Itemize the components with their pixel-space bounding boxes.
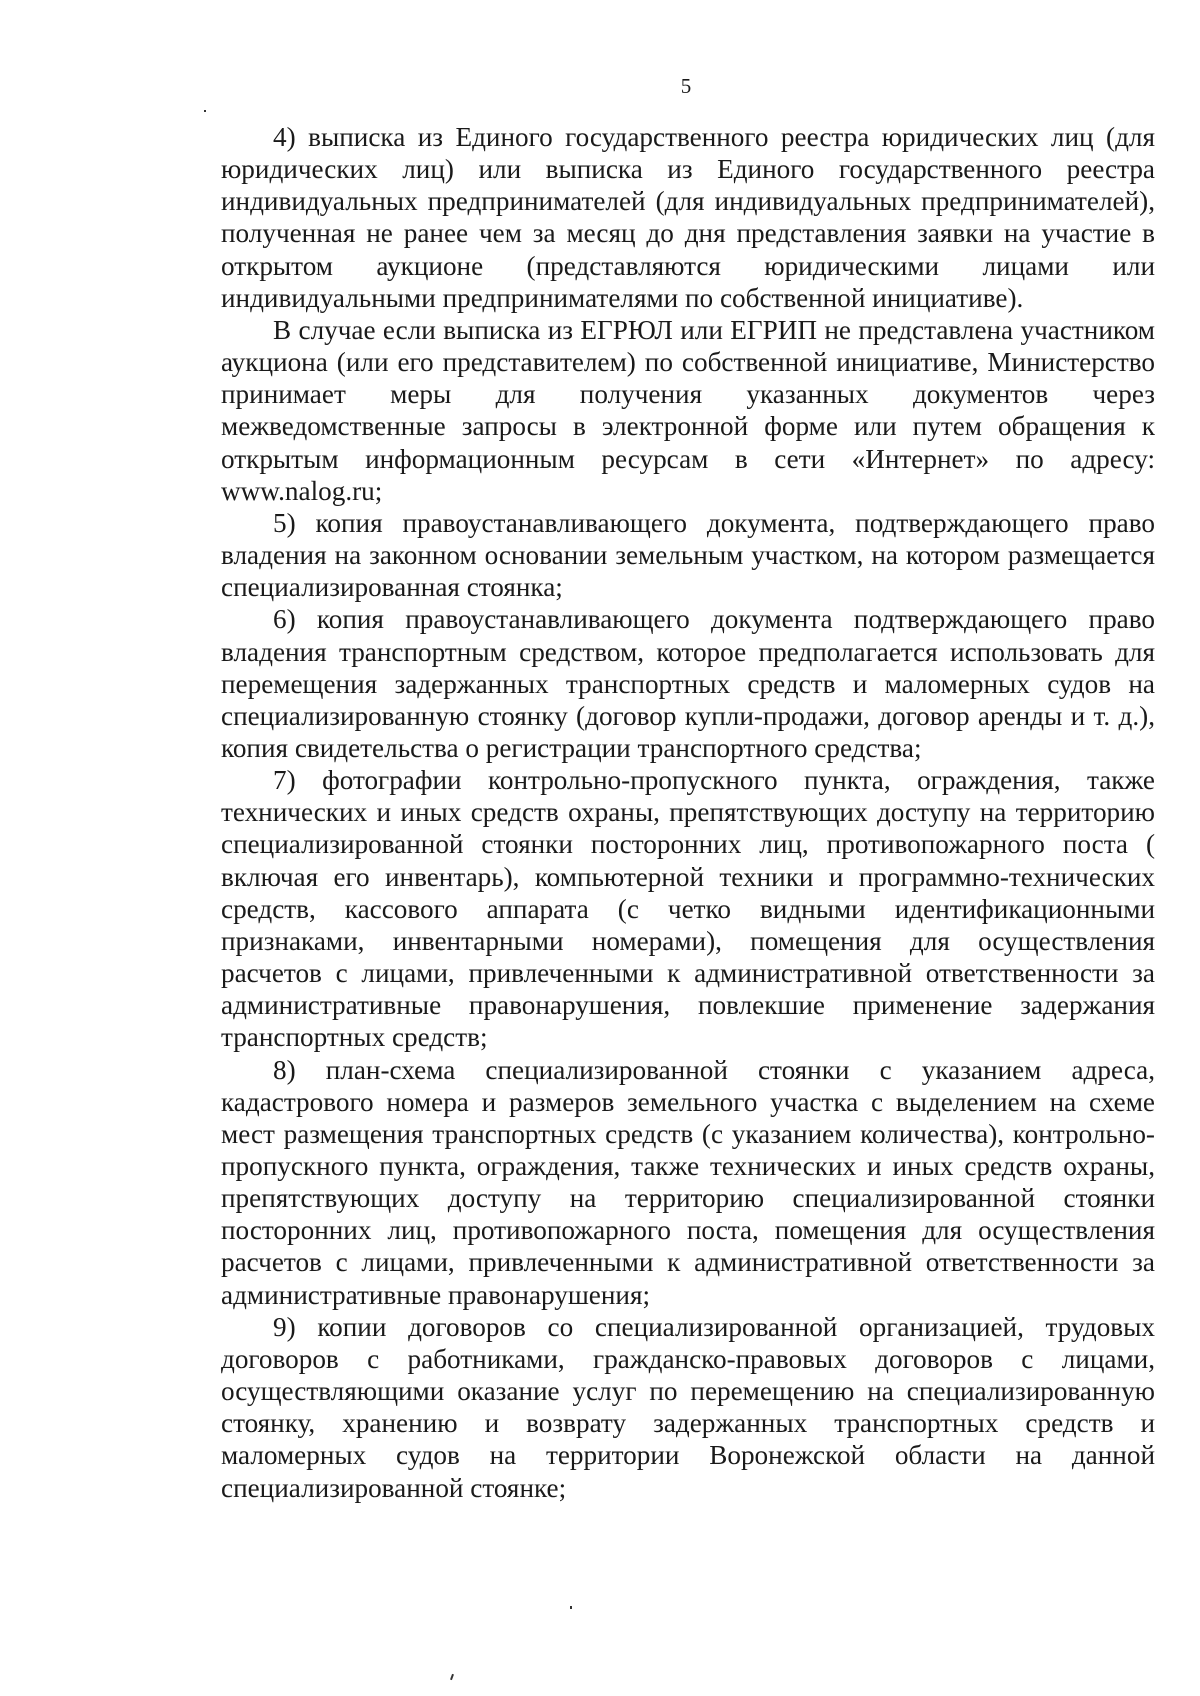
paragraph-item-9: 9) копии договоров со специализированной организацией, трудовых договоров с работниками, гражданско-правовых договоров с лицами, осуществляющими оказание услуг по перемещению на специализированную стоянку, хранению и возврату задержанных транспортных средств и маломерных судов на территории Воронежской области на данной специализированной стоянке; (221, 1311, 1155, 1503)
page-number: 5 (680, 74, 692, 98)
paragraph-egrul-note: В случае если выписка из ЕГРЮЛ или ЕГРИП не представлена участником аукциона (или его представителем) по собственной инициативе, Министерство принимает меры для получения указанных документов через межведомственные запросы в электронной форме или путем обращения к открытым информационным ресурсам в сети «Интернет» по адресу: www.nalog.ru; (221, 314, 1155, 506)
scan-speck (450, 1674, 454, 1680)
scan-speck (570, 1606, 572, 1609)
paragraph-item-6: 6) копия правоустанавливающего документа подтверждающего право владения транспортным средством, которое предполагается использовать для перемещения задержанных транспортных средств и маломерных судов на специализированную стоянку (договор купли-продажи, договор аренды и т. д.), копия свидетельства о регистрации транспортного средства; (221, 604, 1155, 763)
scan-speck (204, 110, 206, 112)
paragraph-item-8: 8) план-схема специализированной стоянки с указанием адреса, кадастрового номера и размеров земельного участка с выделением на схеме мест размещения транспортных средств (с указанием количества), контрольно-пропускного пункта, ограждения, также технических и иных средств охраны, препятствующих доступу на территорию специализированной стоянки посторонних лиц, противопожарного поста, помещения для осуществления расчетов с лицами, привлеченными к административной ответственности за административные правонарушения; (221, 1054, 1155, 1310)
paragraph-item-4: 4) выписка из Единого государственного реестра юридических лиц (для юридических лиц) или выписка из Единого государственного реестра индивидуальных предпринимателей (для индивидуальных предпринимателей), полученная не ранее чем за месяц до дня представления заявки на участие в открытом аукционе (представляются юридическими лицами или индивидуальными предпринимателями по собственной инициативе). (221, 122, 1155, 313)
paragraph-item-7: 7) фотографии контрольно-пропускного пункта, ограждения, также технических и иных средств охраны, препятствующих доступу на территорию специализированной стоянки посторонних лиц, противопожарного поста ( включая его инвентарь), компьютерной техники и программно-технических средств, кассового аппарата (с четко видными идентификационными признаками, инвентарными номерами), помещения для осуществления расчетов с лицами, привлеченными к административной ответственности за административные правонарушения, повлекшие применение задержания транспортных средств; (221, 765, 1155, 1053)
paragraph-item-5: 5) копия правоустанавливающего документа, подтверждающего право владения на законном основании земельным участком, на котором размещается специализированная стоянка; (221, 507, 1155, 603)
document-body (221, 121, 1155, 1504)
